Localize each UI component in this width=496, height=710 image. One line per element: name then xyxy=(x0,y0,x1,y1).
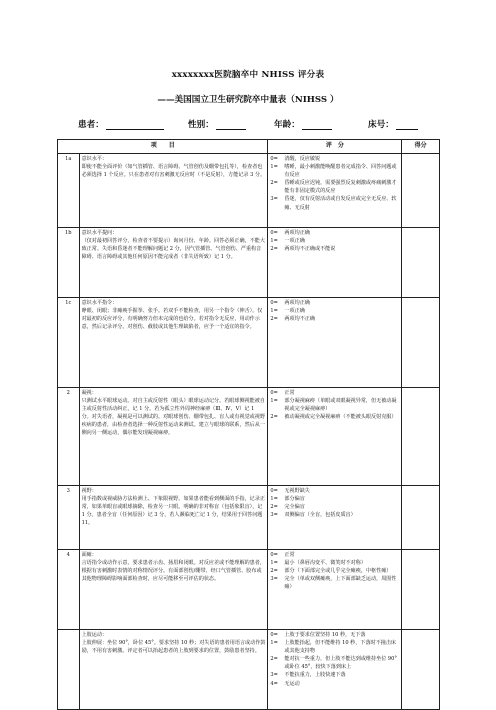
item-name: 意识水平提问： xyxy=(81,230,118,236)
score-option xyxy=(270,495,399,503)
item-cell xyxy=(79,550,268,630)
header-score: 评 分 xyxy=(268,140,402,154)
score-option xyxy=(270,487,399,495)
item-code: 1b xyxy=(58,228,80,298)
score-option-value: 0= xyxy=(270,156,278,162)
score-option-text: 上肢能抬起，但不能维持 10 秒，下落时不撞击床或其他支持物 xyxy=(284,640,397,655)
score-option-value: 3= xyxy=(270,512,278,519)
score-option-value: 0= xyxy=(270,632,278,638)
score-option xyxy=(270,179,399,195)
score-option-value: 1= xyxy=(270,496,278,503)
item-cell xyxy=(79,228,268,298)
item-code: 1a xyxy=(58,154,80,228)
table-row xyxy=(58,486,440,550)
score-option xyxy=(270,299,399,307)
item-cell xyxy=(79,630,268,710)
patient-name-field[interactable] xyxy=(78,118,164,130)
score-option-value: 1= xyxy=(270,640,278,647)
item-cell xyxy=(79,486,268,550)
points-input-cell[interactable] xyxy=(402,228,440,298)
score-option-value: 2= xyxy=(270,656,278,663)
score-option-value: 2= xyxy=(270,246,278,253)
score-option-text: 两项均正确 xyxy=(284,300,310,306)
score-option-text: 完全偏盲 xyxy=(284,504,305,511)
score-option-value: 0= xyxy=(270,230,278,236)
score-option-text: 无运动 xyxy=(284,680,300,687)
age-label: 年龄： xyxy=(274,120,300,130)
points-input-cell[interactable] xyxy=(402,388,440,486)
score-option-value: 2= xyxy=(270,414,278,421)
score-option-text: 一项正确 xyxy=(284,238,305,245)
header-points: 得分 xyxy=(402,140,440,154)
score-option-text: 无视野缺失 xyxy=(284,488,310,494)
score-option-text: 完全（单或双侧瘫痪，上下面部缺乏运动，周围性瘫） xyxy=(284,576,397,591)
score-option-value: 1= xyxy=(270,164,278,171)
points-input-cell[interactable] xyxy=(402,298,440,388)
score-option-text: 部分（下面部完全或几乎完全瘫痪，中枢性瘫） xyxy=(284,568,392,575)
score-option-text: 能对抗一些重力，但上肢不能达到或维持坐位 90° 或卧位 45°，较快下落到床上 xyxy=(284,656,397,671)
score-option-text: 昏迷，仅有反射活动或自发反应或完全无反应、软瘫、无反射 xyxy=(284,196,397,211)
score-option xyxy=(270,397,399,413)
table-row xyxy=(58,550,440,630)
item-name: 上肢运动： xyxy=(81,632,108,638)
table-row xyxy=(58,388,440,486)
item-cell xyxy=(79,298,268,388)
bed-blank[interactable] xyxy=(396,119,418,130)
score-option-value: 1= xyxy=(270,398,278,405)
gender-blank[interactable] xyxy=(216,119,246,130)
score-options-cell xyxy=(268,298,402,388)
item-name: 视野： xyxy=(81,488,97,494)
score-option-text: 双侧偏盲（全盲，包括皮质盲） xyxy=(284,512,356,519)
score-option-text: 两项均正确 xyxy=(284,230,310,236)
score-option-text: 部分凝视麻痹（单眼或双眼凝视异常，但无被动凝视或完全凝视麻痹） xyxy=(284,398,397,413)
item-description: 即使不能全面评价（如气管插管、语言障碍、气管创伤及绷带包扎等），检查者也必须选择 1 个反应。只在患者对有害刺激无反应时（不是反射），方能记录 3 分。 xyxy=(81,164,266,179)
score-option-text: 正常 xyxy=(284,552,295,558)
table-row xyxy=(58,298,440,388)
score-option-value: 0= xyxy=(270,300,278,306)
score-options-cell xyxy=(268,154,402,228)
score-option-value: 1= xyxy=(270,308,278,315)
bed-field[interactable] xyxy=(368,118,418,130)
score-option xyxy=(270,155,399,163)
item-code: 2 xyxy=(58,388,80,486)
score-options-cell xyxy=(268,630,402,710)
points-input-cell[interactable] xyxy=(402,486,440,550)
score-option-text: 清醒，反应敏锐 xyxy=(284,156,321,162)
item-cell xyxy=(79,154,268,228)
score-option-value: 3= xyxy=(270,196,278,203)
document-subtitle: ——美国国立卫生研究院卒中量表（NIHSS ） xyxy=(157,95,339,105)
table-row xyxy=(58,630,440,710)
score-option xyxy=(270,559,399,567)
score-option xyxy=(270,567,399,575)
gender-label: 性别： xyxy=(188,120,214,130)
item-name: 意识水平指令： xyxy=(81,300,118,306)
score-option-text: 昏睡或反应迟钝，需要强烈反复刺激或疼痛刺激才能有非固定模式的反应 xyxy=(284,180,397,195)
score-option-text: 两项均不正确 xyxy=(284,316,315,323)
score-option-text: 正常 xyxy=(284,390,295,396)
patient-name-label: 患者： xyxy=(78,120,104,130)
score-option-value: 1= xyxy=(270,238,278,245)
score-option xyxy=(270,245,399,253)
score-option-value: 0= xyxy=(270,390,278,396)
score-option xyxy=(270,671,399,679)
item-description: （仅对最初回答评分，检查者不要提示）询问月份、年龄。回答必须正确，不能大致正常。失语和昏迷者不能理解问题记 2 分，因气管插管、气管创伤、严重构音障碍、语言障碍或其他任何原因不能完成者（非失语所致）记 1 分。 xyxy=(81,238,265,261)
score-option-value: 4= xyxy=(270,680,278,687)
score-option xyxy=(270,503,399,511)
item-description: 言语指令或动作示意，要求患者示齿、扬眉和闭眼。对反应差或不能理解的患者，根据有害刺激时表情的对称情况评分。有面部创伤/绷带、经口气管插管、胶布或其他物理障碍影响面部检查时，应尽可能移至可评估的状态。 xyxy=(81,560,265,583)
points-input-cell[interactable] xyxy=(402,630,440,710)
item-name: 意识水平： xyxy=(81,156,108,162)
patient-info-line xyxy=(78,118,478,132)
item-code: 1c xyxy=(58,298,80,388)
score-option-text: 嗜睡，最小刺激能唤醒患者完成指令、回答问题或有反应 xyxy=(284,164,397,179)
score-option xyxy=(270,195,399,211)
header-item: 项 目 xyxy=(58,140,268,154)
score-option-value: 0= xyxy=(270,488,278,494)
age-blank[interactable] xyxy=(302,119,332,130)
score-option-text: 被动凝视或完全凝视麻痹（不能被头眼反射克服） xyxy=(284,414,397,421)
score-option xyxy=(270,389,399,397)
score-option-value: 2= xyxy=(270,316,278,323)
score-option xyxy=(270,639,399,655)
table-row xyxy=(58,154,440,228)
score-option-text: 上肢于要求位置坚持 10 秒，无下落 xyxy=(284,632,366,638)
item-description: 上肢伸展：坐位 90°，卧位 45°。要求坚持 10 秒；对失语的患者用语言或动作鼓励，不用有害刺激。评定者可以抬起患者的上肢到要求的位置，鼓励患者坚持。 xyxy=(81,640,266,655)
score-option xyxy=(270,163,399,179)
score-option-value: 3= xyxy=(270,672,278,679)
age-field[interactable] xyxy=(274,118,332,130)
score-option-value: 2= xyxy=(270,180,278,187)
item-description: 睁眼、闭眼；非瘫痪手握拳、张手。若双手不能检查，用另一个指令（伸舌）。仅对最初的反应评分，有明确努力但未完成的也给分。若对指令无反应，用动作示意，然后记录评分。对创伤、截肢或其他生理缺陷者，应予一个适宜的指令。 xyxy=(81,308,263,331)
score-option-text: 部分偏盲 xyxy=(284,496,305,503)
score-option xyxy=(270,237,399,245)
item-code: 4 xyxy=(58,550,80,630)
item-description: 用手指数或视威胁方法检测上、下象限视野。如果患者能看到侧面的手指，记录正常，如果单眼盲或眼球摘除，检查另一只眼。明确的非对称盲（包括象限盲），记 1 分。患者全盲（任何原因）记 3 分，若人濒临死亡记 1 分，结果用于回答问题 11。 xyxy=(81,496,265,527)
score-options-cell xyxy=(268,550,402,630)
score-option-text: 最小（鼻唇沟变平、微笑时不对称） xyxy=(284,560,366,567)
score-option xyxy=(270,680,399,688)
score-options-cell xyxy=(268,228,402,298)
score-options-cell xyxy=(268,486,402,550)
score-option-value: 1= xyxy=(270,560,278,567)
score-option-value: 2= xyxy=(270,568,278,575)
score-option xyxy=(270,307,399,315)
bed-label: 床号： xyxy=(368,120,394,130)
table-body xyxy=(58,154,440,710)
item-name: 凝视： xyxy=(81,390,97,396)
table-header-row xyxy=(58,140,440,154)
score-option-value: 2= xyxy=(270,504,278,511)
patient-name-blank[interactable] xyxy=(106,119,164,130)
gender-field[interactable] xyxy=(188,118,246,130)
points-input-cell[interactable] xyxy=(402,154,440,228)
score-option xyxy=(270,551,399,559)
score-option-value: 0= xyxy=(270,552,278,558)
score-option xyxy=(270,575,399,591)
score-option xyxy=(270,631,399,639)
nihss-table xyxy=(57,139,440,710)
score-option xyxy=(270,511,399,519)
score-option xyxy=(270,315,399,323)
item-description: 只测试水平眼球运动。对自主或反射性（眼头）眼球运动记分。若眼球侧视能被自主或反射性活动纠正，记 1 分。若为孤立性外周神经麻痹（Ⅲ、Ⅳ、Ⅴ）记 1 分。对失语者，凝视是可以测试的。对眼球创伤、绷带包扎、盲人或有视觉或视野疾病的患者，由检查者选择一种反射性运动来测试。建立与眼球的联系，然后从一侧向另一侧运动，偶尔能发现凝视麻痹。 xyxy=(81,398,265,437)
item-name: 面瘫： xyxy=(81,552,97,558)
table-row xyxy=(58,228,440,298)
score-option-text: 一项正确 xyxy=(284,308,305,315)
score-option-text: 两项均不正确或不能说 xyxy=(284,246,336,253)
item-cell xyxy=(79,388,268,486)
score-option xyxy=(270,413,399,421)
document-title: xxxxxxxx医院脑卒中 NHISS 评分表 xyxy=(171,70,325,80)
item-code: 3 xyxy=(58,486,80,550)
score-option xyxy=(270,655,399,671)
item-code xyxy=(58,630,80,710)
score-option-text: 不能抗重力，上肢快速下落 xyxy=(284,672,346,679)
score-options-cell xyxy=(268,388,402,486)
score-option-value: 3= xyxy=(270,576,278,583)
score-option xyxy=(270,229,399,237)
points-input-cell[interactable] xyxy=(402,550,440,630)
